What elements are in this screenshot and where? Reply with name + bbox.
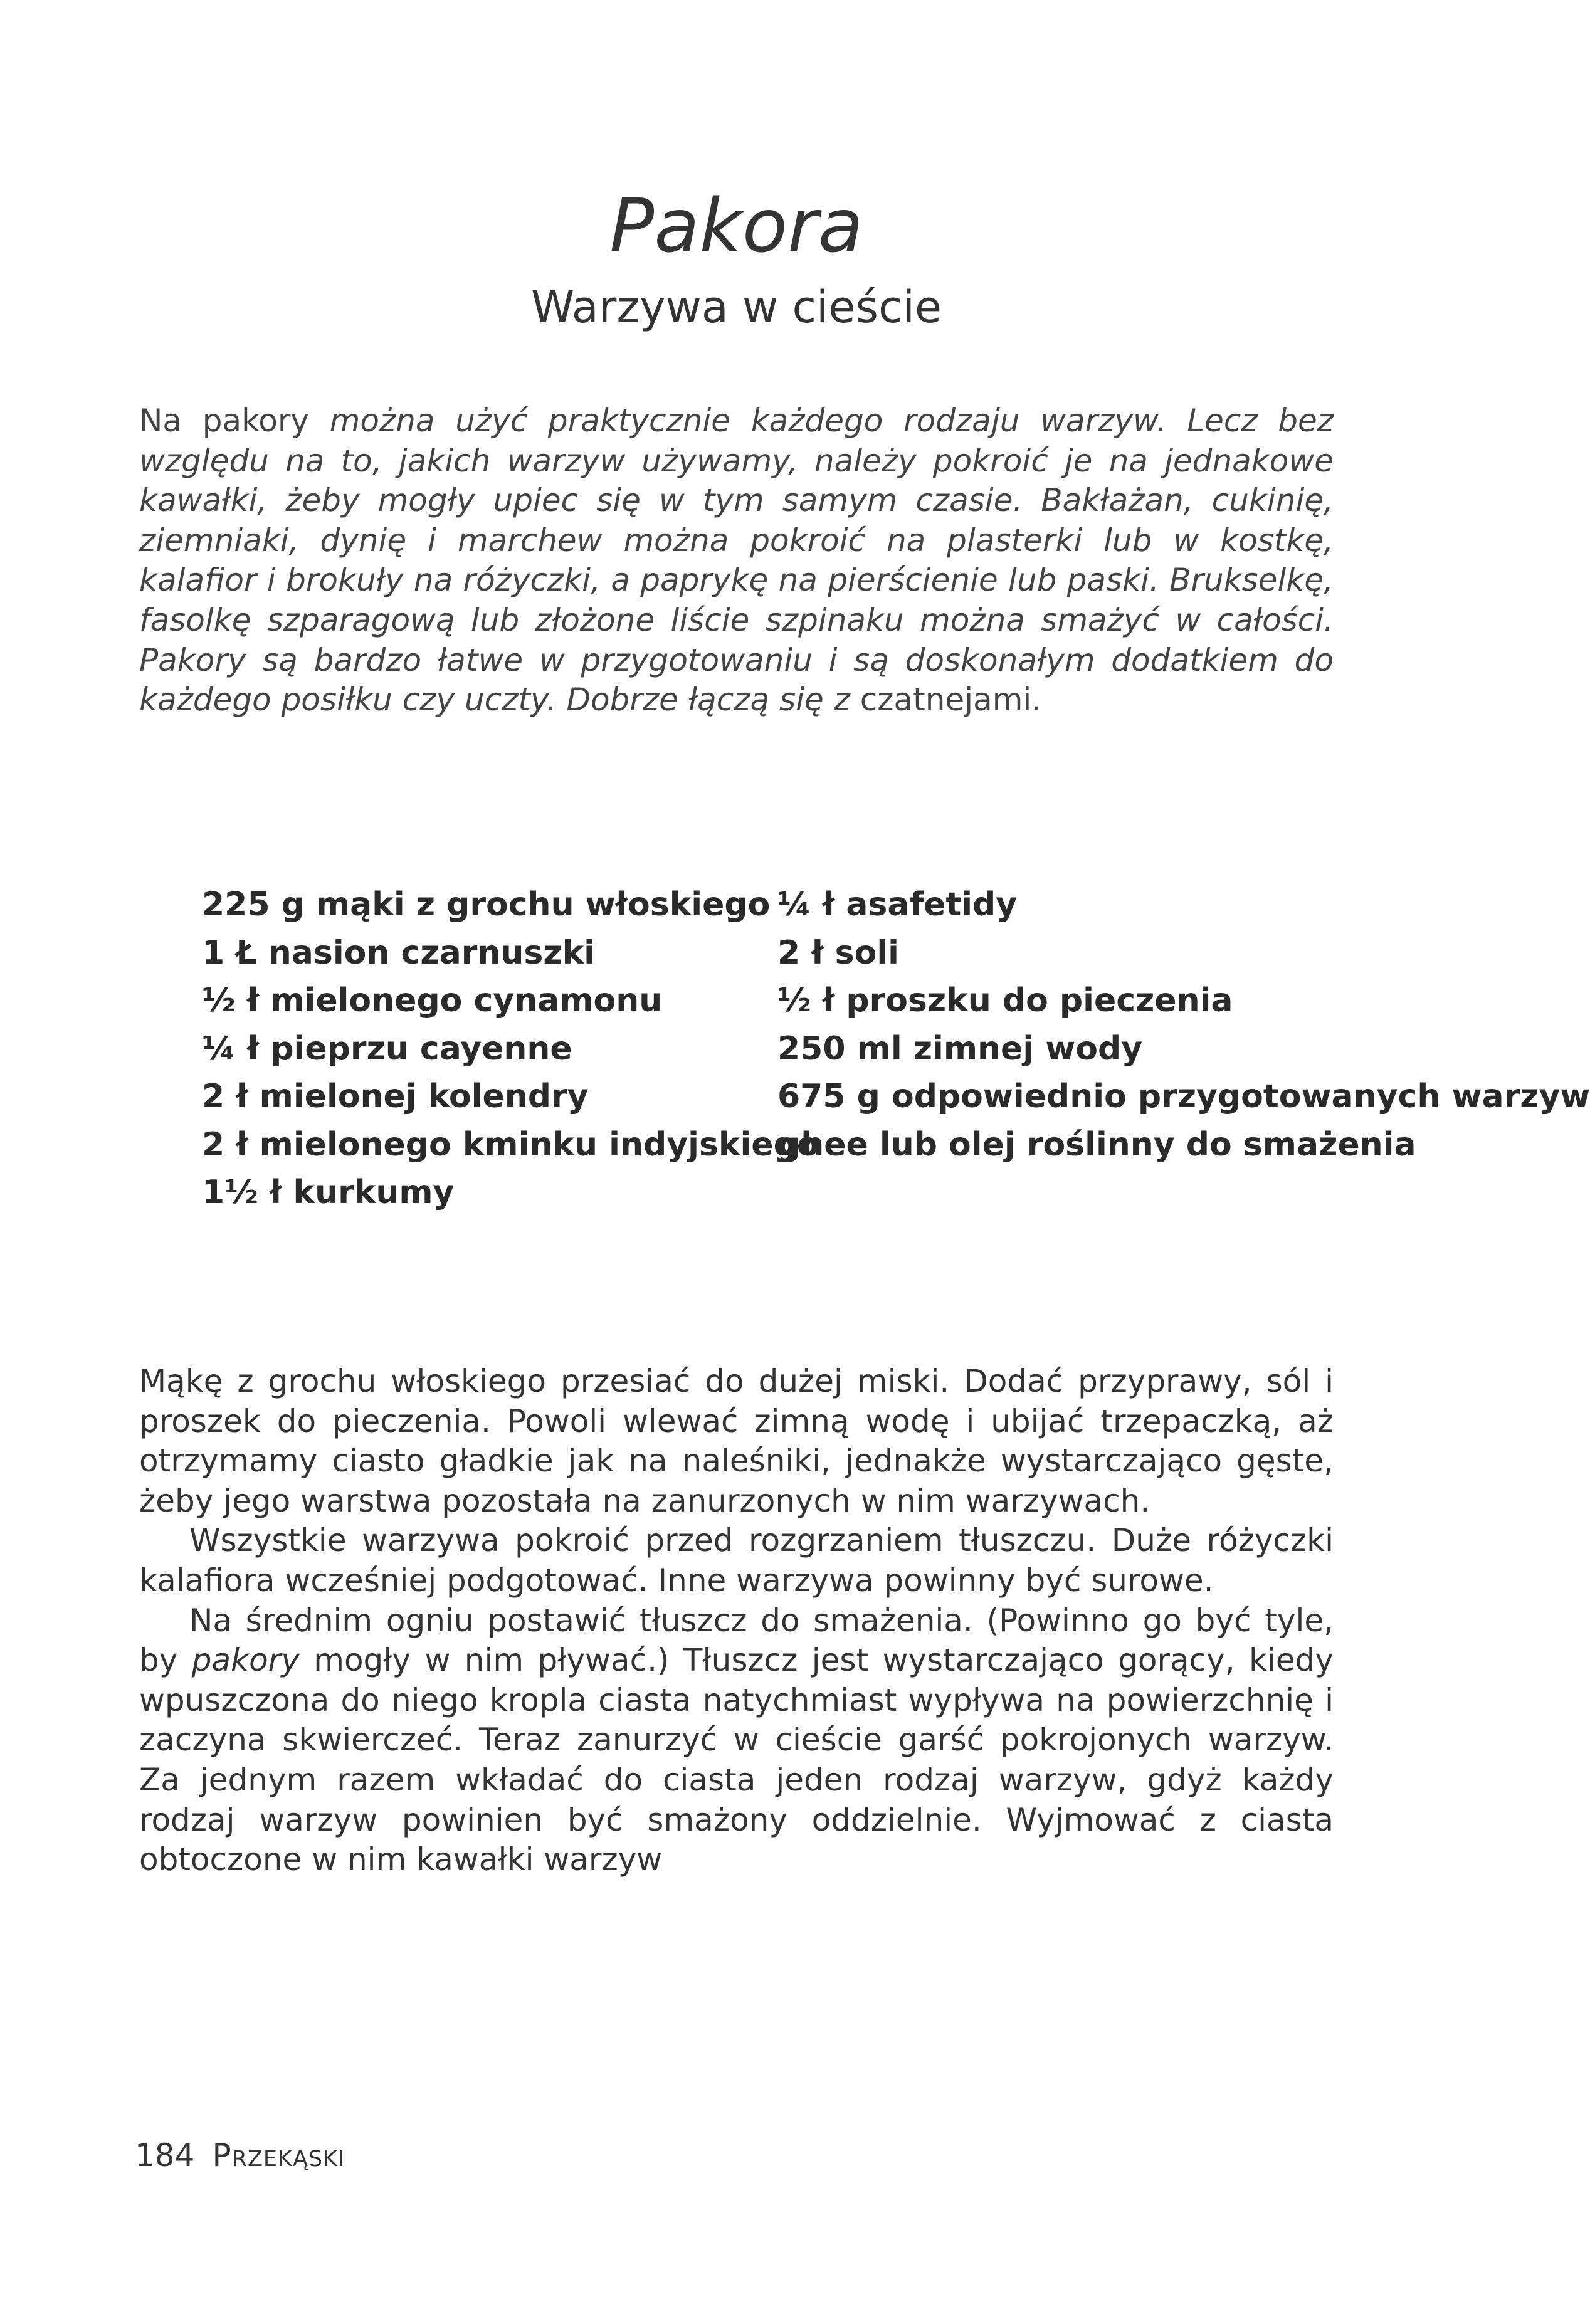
intro-paragraph xyxy=(139,401,1334,720)
ingredients-right-column xyxy=(777,881,1590,1169)
ingredient-item: 2 ł mielonego kminku indyjskiego xyxy=(202,1125,819,1164)
ingredient-item: ¼ ł asafetidy xyxy=(777,886,1018,923)
ingredient-item: 225 g mąki z grochu włoskiego xyxy=(202,886,771,923)
ingredient-item: ¼ ł pieprzu cayenne xyxy=(202,1029,572,1068)
page-number: 184 xyxy=(135,2137,195,2174)
method-paragraph: Wszystkie warzywa pokroić przed rozgrzaniem tłuszczu. Duże różyczki kalafiora wcześniej podgotować. Inne warzywa powinny być surowe. xyxy=(139,1522,1334,1599)
ingredient-item: 675 g odpowiednio przygotowanych warzyw xyxy=(777,1078,1590,1115)
ingredient-item: ½ ł mielonego cynamonu xyxy=(202,982,663,1019)
ingredient-item: ½ ł proszku do pieczenia xyxy=(777,982,1233,1019)
ingredient-item: 1½ ł kurkumy xyxy=(202,1174,455,1211)
page-footer xyxy=(135,2135,345,2176)
recipe-title: Pakora xyxy=(609,182,863,269)
intro-czatnejami-word: czatnejami. xyxy=(860,681,1042,718)
intro-pakory-word: pakory xyxy=(182,402,330,439)
intro-body: można użyć praktycznie każdego rodzaju warzyw. Lecz bez względu na to, jakich warzyw używamy, należy pokroić je na jednakowe kawałki, żeby mogły upiec się w tym samym czasie. Bakłażan, cukinię, ziemniaki, dynię i marchew można pokroić na plasterki lub w kostkę, kalafior i brokuły na różyczki, a paprykę na pierścienie lub paski. Brukselkę, fasolkę szparagową lub złożone liście szpinaku można smażyć w całości. Pakory są bardzo łatwe w przygotowaniu i są doskonałym dodatkiem do każdego posiłku czy uczty. Dobrze łączą się z xyxy=(139,402,1334,718)
ingredient-item: 1 Ł nasion czarnuszki xyxy=(202,933,595,972)
recipe-subtitle: Warzywa w cieście xyxy=(531,281,942,333)
method-paragraph xyxy=(139,1601,1334,1880)
section-name: Przekąski xyxy=(212,2137,345,2174)
intro-lead-word: Na xyxy=(139,402,182,439)
ingredient-item: 2 ł mielonej kolendry xyxy=(202,1078,589,1115)
method-italic-word: pakory xyxy=(191,1642,300,1679)
method-text xyxy=(139,1362,1334,1880)
ingredient-item: ghee lub olej roślinny do smażenia xyxy=(777,1125,1416,1164)
method-paragraph: Mąkę z grochu włoskiego przesiać do dużej miski. Dodać przyprawy, sól i proszek do pieczenia. Powoli wlewać zimną wodę i ubijać trzepaczką, aż otrzymamy ciasto gładkie jak na naleśniki, jednakże wystarczająco gęste, żeby jego warstwa pozostała na zanurzonych w nim warzywach. xyxy=(139,1363,1334,1519)
method-text-run: Na średnim ogniu postawić tłuszcz do smażenia. (Powinno go być tyle, by xyxy=(139,1602,1334,1679)
ingredient-item: 2 ł soli xyxy=(777,933,900,972)
ingredient-item: 250 ml zimnej wody xyxy=(777,1029,1143,1068)
ingredients-left-column xyxy=(202,881,819,1217)
method-text-run: mogły w nim pływać.) Tłuszcz jest wystarczająco gorący, kiedy wpuszczona do niego kropla ciasta natychmiast wypływa na powierzchnię i zaczyna skwierczeć. Teraz zanurzyć w cieście garść pokrojonych warzyw. Za jednym razem wkładać do ciasta jeden rodzaj warzyw, gdyż każdy rodzaj warzyw powinien być smażony oddzielnie. Wyjmować z ciasta obtoczone w nim kawałki warzyw xyxy=(139,1642,1334,1878)
